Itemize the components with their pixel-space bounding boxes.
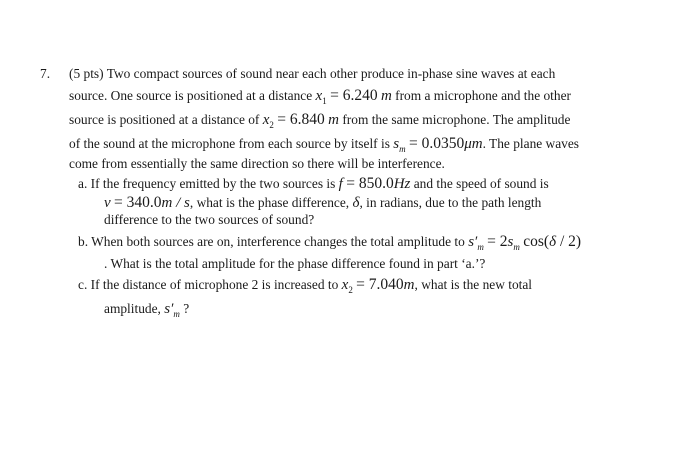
part-b-line-1: b. When both sources are on, interference changes the total amplitude to $s'_m = 2s_m$ cos(δ / 2) [78,233,582,252]
part-b-line-2: . What is the total amplitude for the phase difference found in part ‘a.’? [104,256,486,271]
part-c-line-1: c. If the distance of microphone 2 is increased to $x_2 = 7.040m$, what is the new total [78,276,533,295]
problem-number: 7. [40,66,51,81]
intro-line-3: source is positioned at a distance of $x_2 = 6.840$ m from the same microphone. The amplitude [69,111,571,130]
part-a-line-1: a. If the frequency emitted by the two sources is f = 850.0Hz and the speed of sound is [78,175,549,192]
part-a-line-3: difference to the two sources of sound? [104,212,315,227]
part-a-line-2: v = 340.0m / s, what is the phase difference, δ, in radians, due to the path length [104,194,542,211]
intro-line-2: source. One source is positioned at a distance $x_1 = 6.240$ m from a microphone and the other [69,87,572,106]
intro-line-5: come from essentially the same direction so there will be interference. [69,156,445,171]
intro-line-4: of the sound at the microphone from each source by itself is $s_m = 0.0350\mu m$. The plane waves [69,135,580,154]
intro-line-1: (5 pts) Two compact sources of sound near each other produce in-phase sine waves at each [69,66,556,81]
part-c-line-2: amplitude, $s'_m$ ? [104,301,190,319]
